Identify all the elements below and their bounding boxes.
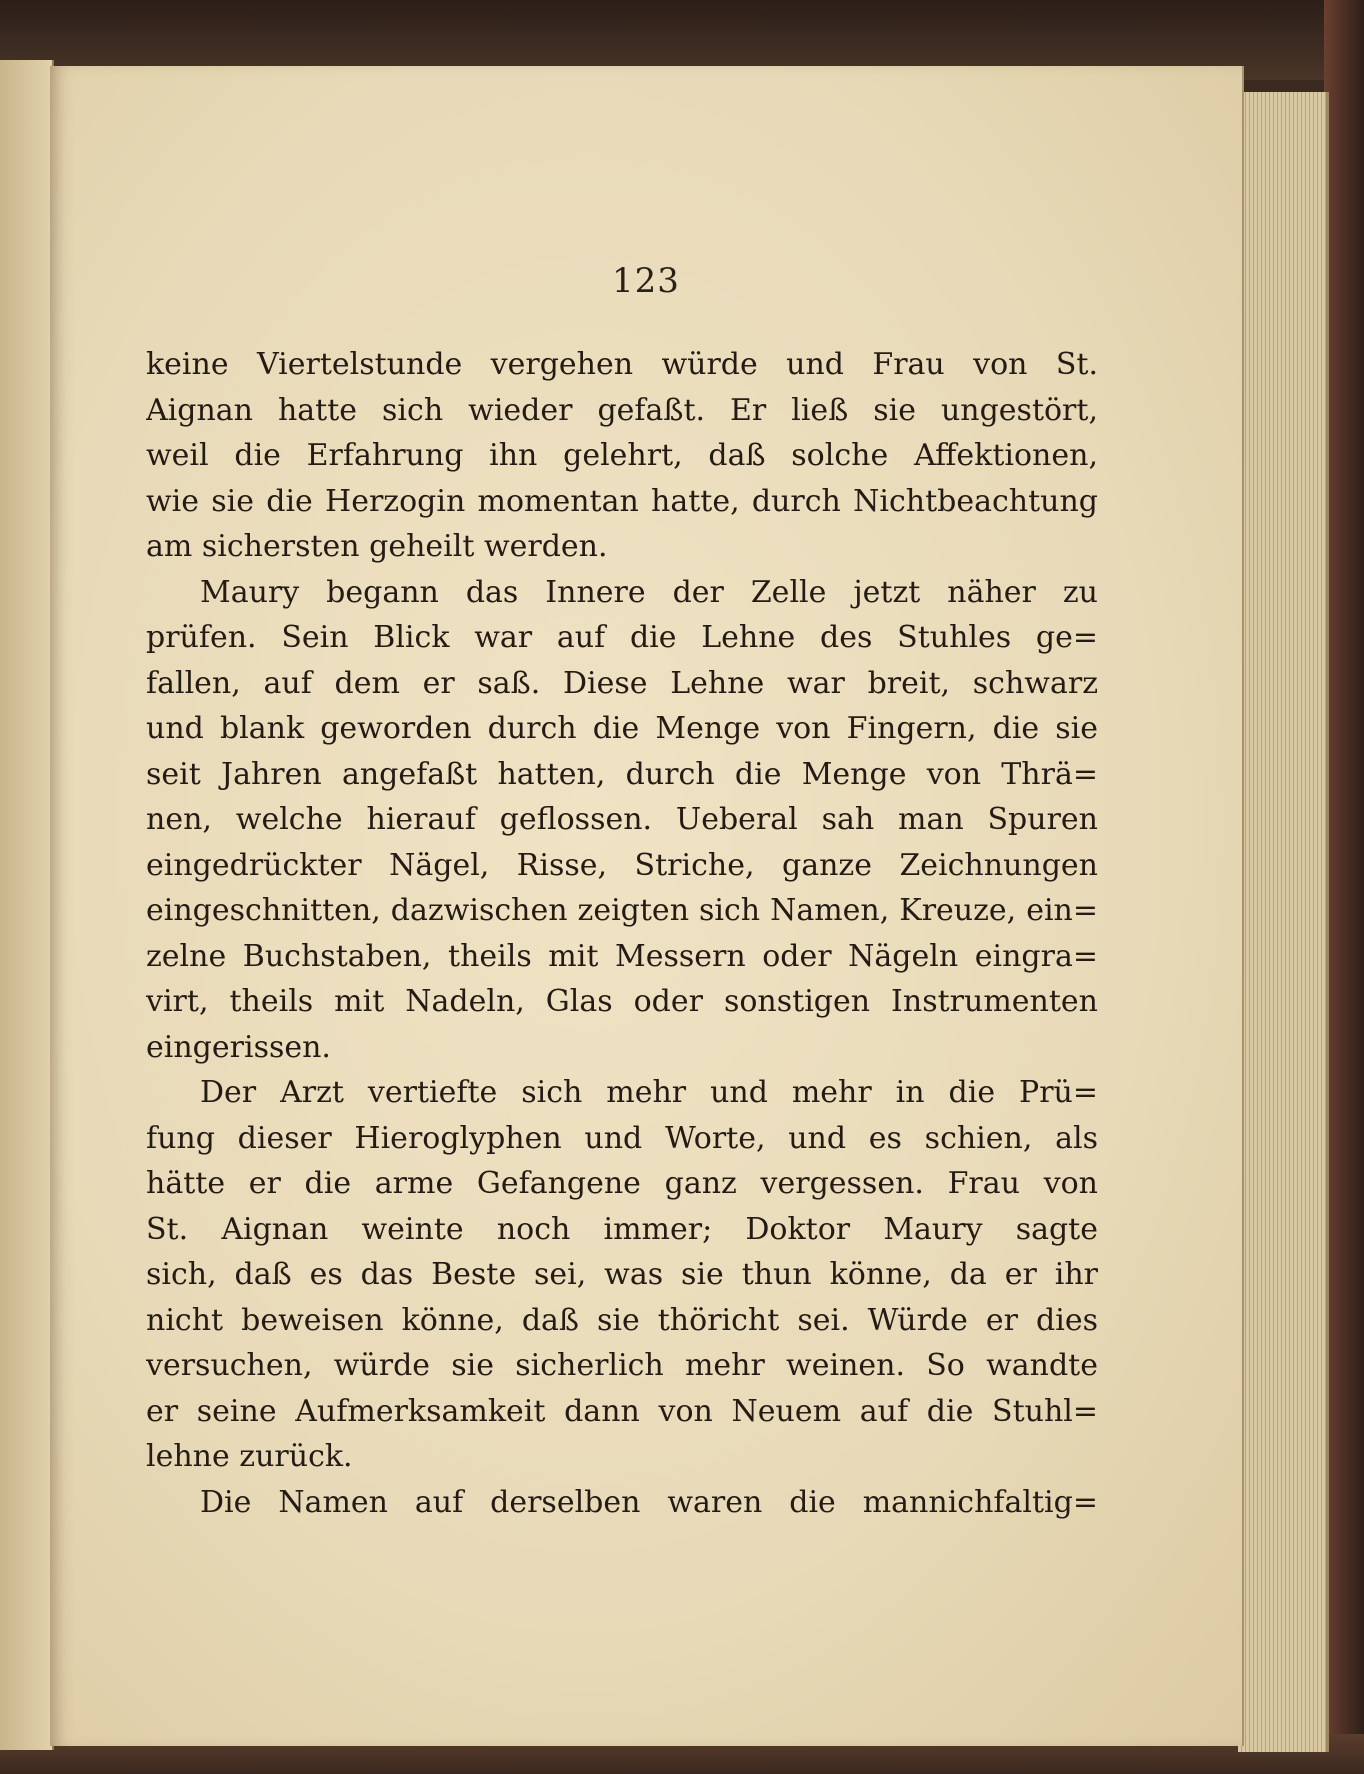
text-line: Maury begann das Innere der Zelle jetzt näher zu	[200, 574, 1098, 610]
facing-page-edge	[0, 60, 54, 1750]
book-cover-right	[1324, 0, 1364, 1774]
text-line: und blank geworden durch die Menge von Fingern, die sie	[146, 711, 1098, 746]
text-line: er seine Aufmerksamkeit dann von Neuem auf die Stuhl=	[146, 1393, 1098, 1429]
text-line: St. Aignan weinte noch immer; Doktor Maury sagte	[146, 1211, 1098, 1247]
text-line: eingeschnitten, dazwischen zeigten sich Namen, Kreuze, ein=	[146, 893, 1098, 928]
text-line: virt, theils mit Nadeln, Glas oder sonstigen Instrumenten	[146, 984, 1098, 1019]
page-stack-edges	[1238, 92, 1329, 1752]
text-line: fallen, auf dem er saß. Diese Lehne war breit, schwarz	[146, 665, 1098, 701]
text-line: nicht beweisen könne, daß sie thöricht sei. Würde er dies	[146, 1302, 1098, 1338]
text-line: hätte er die arme Gefangene ganz vergessen. Frau von	[146, 1166, 1098, 1201]
text-line: am sichersten geheilt werden.	[146, 529, 608, 564]
text-line: fung dieser Hieroglyphen und Worte, und es schien, als	[146, 1120, 1098, 1156]
body-text	[146, 342, 1098, 1525]
text-line: versuchen, würde sie sicherlich mehr weinen. So wandte	[146, 1348, 1098, 1383]
text-line: Die Namen auf derselben waren die mannichfaltig=	[200, 1484, 1098, 1520]
text-line: eingerissen.	[146, 1029, 331, 1065]
text-line: seit Jahren angefaßt hatten, durch die Menge von Thrä=	[146, 756, 1098, 792]
text-line: prüfen. Sein Blick war auf die Lehne des Stuhles ge=	[146, 620, 1098, 655]
text-line: Aignan hatte sich wieder gefaßt. Er ließ sie ungestört,	[146, 392, 1098, 428]
text-line: weil die Erfahrung ihn gelehrt, daß solche Affektionen,	[146, 438, 1098, 473]
text-line: wie sie die Herzogin momentan hatte, durch Nichtbeachtung	[146, 483, 1098, 519]
text-line: keine Viertelstunde vergehen würde und Frau von St.	[146, 347, 1098, 382]
text-line: sich, daß es das Beste sei, was sie thun könne, da er ihr	[146, 1257, 1098, 1292]
text-line: nen, welche hierauf geflossen. Ueberal sah man Spuren	[146, 802, 1098, 837]
book-page	[50, 66, 1244, 1746]
page-number: 123	[612, 261, 680, 301]
text-line: lehne zurück.	[146, 1439, 353, 1474]
text-line: eingedrückter Nägel, Risse, Striche, ganze Zeichnungen	[146, 847, 1098, 883]
text-line: zelne Buchstaben, theils mit Messern oder Nägeln eingra=	[146, 938, 1098, 974]
text-line: Der Arzt vertiefte sich mehr und mehr in die Prü=	[200, 1075, 1098, 1110]
